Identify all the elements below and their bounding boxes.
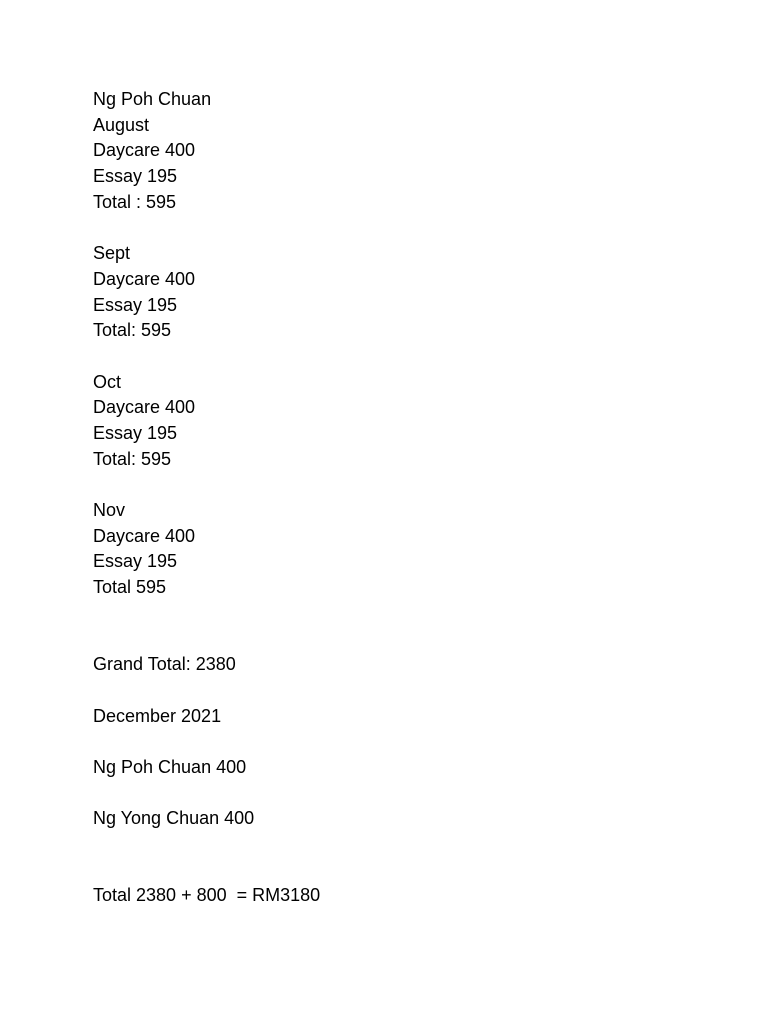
text-line: Daycare 400: [93, 525, 196, 546]
text-line: December 2021: [93, 705, 222, 726]
text-line: Essay 195: [93, 551, 178, 572]
text-line: Oct: [93, 371, 122, 392]
text-line: Essay 195: [93, 294, 178, 315]
blank-line: [93, 678, 713, 704]
text-line: Daycare 400: [93, 268, 196, 289]
text-line: Ng Poh Chuan 400: [93, 756, 247, 777]
text-line: Essay 195: [93, 166, 178, 187]
text-line: Sept: [93, 243, 131, 264]
text-line: Ng Poh Chuan: [93, 89, 212, 109]
text-line: Total 2380 + 800 = RM3180: [93, 885, 321, 906]
text-line: Essay 195: [93, 422, 178, 443]
blank-line: [93, 215, 713, 241]
text-line: Total: 595: [93, 320, 172, 341]
text-line: Total : 595: [93, 191, 177, 212]
blank-line: [93, 344, 713, 370]
blank-line: [93, 781, 713, 807]
text-line: Total: 595: [93, 448, 172, 469]
document-body: [93, 87, 713, 909]
blank-line: [93, 601, 713, 627]
text-line: Daycare 400: [93, 397, 196, 418]
blank-line: [93, 626, 713, 652]
blank-line: [93, 858, 713, 884]
text-line: August: [93, 114, 150, 135]
text-line: Grand Total: 2380: [93, 654, 236, 675]
text-line: Daycare 400: [93, 140, 196, 161]
blank-line: [93, 729, 713, 755]
text-line: Total 595: [93, 577, 167, 598]
text-line: Ng Yong Chuan 400: [93, 808, 255, 829]
text-line: Nov: [93, 500, 126, 520]
blank-line: [93, 472, 713, 498]
blank-line: [93, 832, 713, 858]
